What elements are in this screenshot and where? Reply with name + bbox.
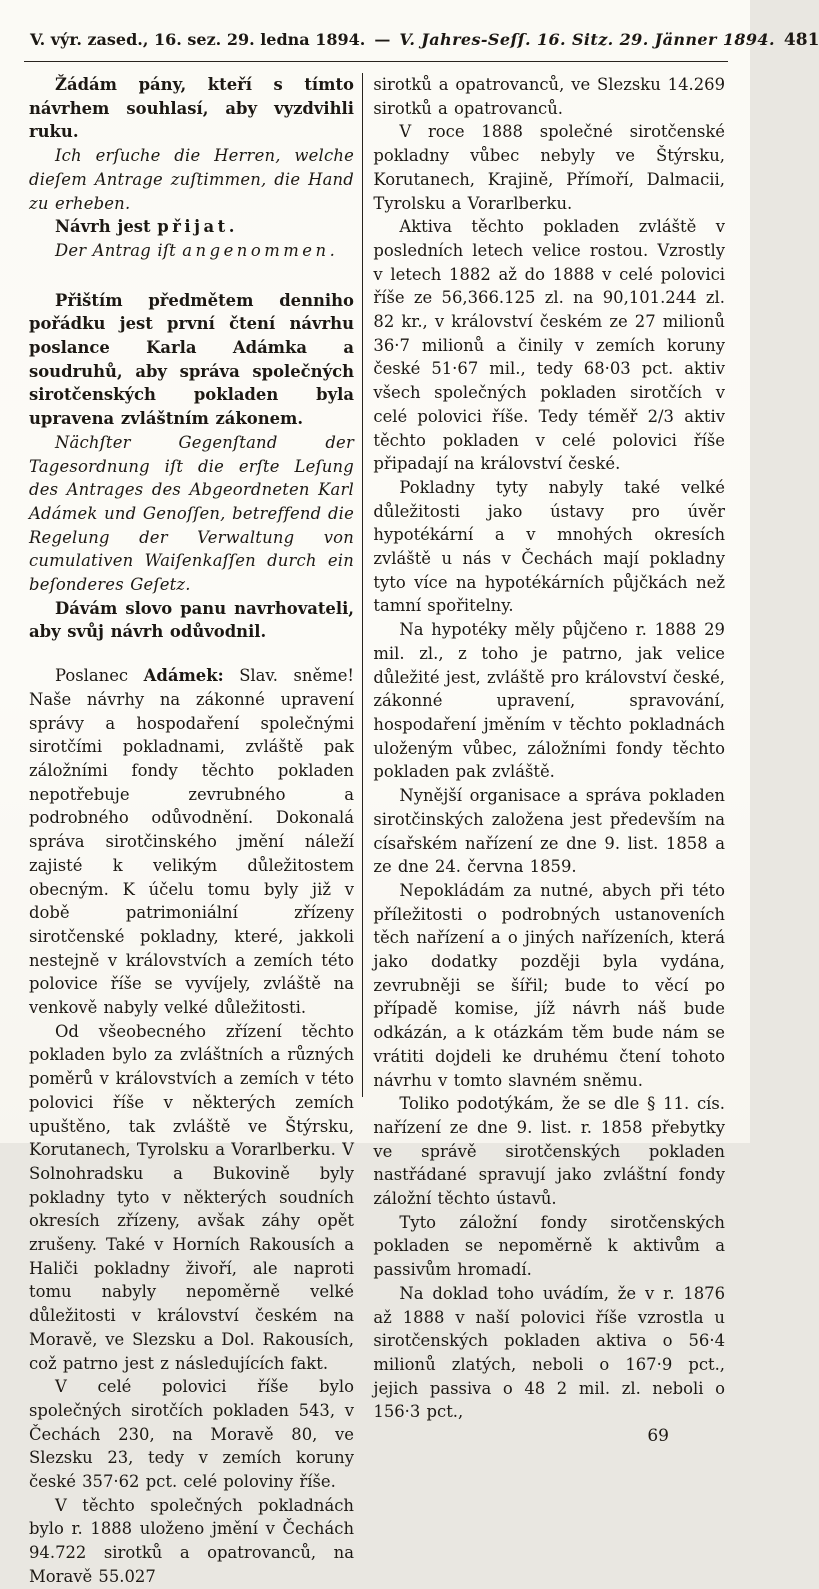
page-header [30,30,819,50]
vote-result-czech-emphasis: přijat. [157,217,238,237]
header-czech-session: V. výr. zased., 16. sez. 29. ledna 1894. [30,30,366,49]
speech-paragraph: Aktiva těchto pokladen zvláště v posledních letech velice rostou. Vzrostly v letech 1882 až do 1888 v celé polovici říše ze 56,366.125 zl. na 90,101.244 zl. 82 kr., v království českém ze 27 milionů 36·7 milionů a činily v zemích koruny české 51·67 mil., tedy 68·03 pct. aktiv všech společných pokladen sirotčích v celé polovici říše. Tedy téměř 2/3 aktiv těchto pokladen v celé polovici říše připadají na království české. [373,217,725,474]
speech-paragraph: Na hypotéky měly půjčeno r. 1888 29 mil. zl., z toho je patrno, jak velice důležité jest, zvláště pro království české, zákonné upravení, spravování, hospodaření jměním v těchto pokladnách uloženým vůbec, záložními fondy těchto pokladen pak zvláště. [373,620,725,782]
speech-paragraph: Nynější organisace a správa pokladen sirotčinských založena jest především na císařském nařízení ze dne 9. list. 1858 a ze dne 24. června 1859. [373,786,725,877]
header-rule [24,61,728,62]
speech-paragraph: Na doklad toho uvádím, že v r. 1876 až 1888 v naší polovici říše vzrostla u sirotčenských pokladen aktiva o 56·4 milionů zlatých, neboli o 167·9 pct., jejich passiva o 48 2 mil. zl. neboli o 156·3 pct., [373,1283,725,1422]
agenda-announcement-czech: Přištím předmětem denniho pořádku jest první čtení návrhu poslance Karla Adámka a soudruhů, aby správa společných sirotčenských pokladen byla upravena zvláštním zákonem. [29,290,354,429]
left-column [29,73,362,1586]
speech-paragraph: V těchto společných pokladnách bylo r. 1888 uloženo jmění v Čechách 94.722 sirotků a opatrovanců, na Moravě 55.027 [29,1495,354,1586]
speech-text: Slav. sněme! Naše návrhy na zákonné upravení správy a hospodaření společnými sirotčími pokladnami, zvláště pak záložními fondy těchto pokladen nepotřebuje zevrubného a podrobného odůvodnění. Dokonalá správa sirotčinského jmění náleží zajisté k velikým důležitostem obecným. K účelu tomu byly již v době patrimoniální zřízeny sirotčenské pokladny, které, jakkoli nestejně v královstvích a zemích této polovice říše se vyvíjely, zvláště na venkově nabyly velké důležitosti. [29,666,355,1018]
vote-result-german-emphasis: angenommen. [182,240,339,260]
header-german-session: V. Jahres-Seſſ. 16. Sitz. 29. Jänner 1894. [399,30,775,49]
page-number: 481 [783,30,819,50]
speech-paragraph: Od všeobecného zřízení těchto pokladen bylo za zvláštních a různých poměrů v královstvích a zemích v této polovici říše v některých zemích upuštěno, tak zvláště ve Štýrsku, Korutanech, Tyrolsku a Vorarlberku. V Solnohradsku a Bukovině byly pokladny tyto v některých soudních okresích zřízeny, avšak záhy opět zrušeny. Také v Horních Rakousích a Haliči pokladny živoří, ale naproti tomu nabyly nepoměrně velké důležitosti v království českém na Moravě, ve Slezsku a Dol. Rakousích, což patrno jest z následujících fakt. [29,1021,354,1373]
vote-result-german-lead: Der Antrag iſt [55,240,183,260]
vote-result-czech-lead: Návrh jest [55,217,158,237]
speaker-title: Poslanec [55,666,144,686]
speech-paragraph: V celé polovici říše bylo společných sirotčích pokladen 543, v Čechách 230, na Moravě 80, ve Slezsku 23, tedy v zemích koruny české 357·62 pct. celé poloviny říše. [29,1377,354,1492]
chair-statement-german: Ich erſuche die Herren, welche dieſem Antrage zuſtimmen, die Hand zu erheben. [29,146,354,213]
printer-sheet-number: 69 [647,1426,669,1447]
speech-paragraph: Toliko podotýkám, že se dle § 11. cís. nařízení ze dne 9. list. r. 1858 přebytky ve správě sirotčenských pokladen nastřádané spravují jako zvláštní fondy záložní těchto ústavů. [373,1094,725,1209]
right-column [363,73,725,1447]
speech-paragraph: Tyto záložní fondy sirotčenských pokladen se nepoměrně k aktivům a passivům hromadí. [373,1212,725,1280]
two-column-text [29,73,725,1586]
vote-result-czech [29,215,354,239]
speech-paragraph: Nepokládám za nutné, abych při této příležitosti o podrobných ustanoveních těch nařízení a o jiných nařízeních, která jako dodatky později byla vydána, zevrubněji se šířil; bude to věcí po případě komise, jíž návrh náš bude odkázán, a k otázkám těm bude nám se vrátiti dojdeli ke druhému čtení tohoto návrhu v tomto slavném sněmu. [373,880,725,1090]
header-dash: — [374,30,391,49]
speech-paragraph: V roce 1888 společné sirotčenské pokladny vůbec nebyly ve Štýrsku, Korutanech, Krajině, Přímoří, Dalmacii, Tyrolsku a Vorarlberku. [373,122,725,213]
speech-opening-paragraph [29,664,354,1020]
vote-result-german [29,239,354,263]
speech-paragraph-continuation: sirotků a opatrovanců, ve Slezsku 14.269 sirotků a opatrovanců. [373,75,725,118]
agenda-announcement-german: Nächſter Gegenſtand der Tagesordnung iſt die erſte Leſung des Antrages des Abgeordneten Karl Adámek und Genoſſen, betreffend die Regelung der Verwaltung von cumulativen Waiſenkaſſen durch ein beſonderes Geſetz. [29,432,354,595]
chair-statement-czech: Žádám pány, kteří s tímto návrhem souhlasí, aby vyzdvihli ruku. [29,75,354,142]
floor-given-statement: Dávám slovo panu navrhovateli, aby svůj návrh odůvodnil. [29,598,354,642]
speaker-name: Adámek: [143,666,224,686]
speech-paragraph: Pokladny tyty nabyly také velké důležitosti jako ústavy pro úvěr hypotékární a v mnohých okresích zvláště u nás v Čechách mají pokladny tyto více na hypotékárních půjčkách než tamní spořitelny. [373,477,725,616]
